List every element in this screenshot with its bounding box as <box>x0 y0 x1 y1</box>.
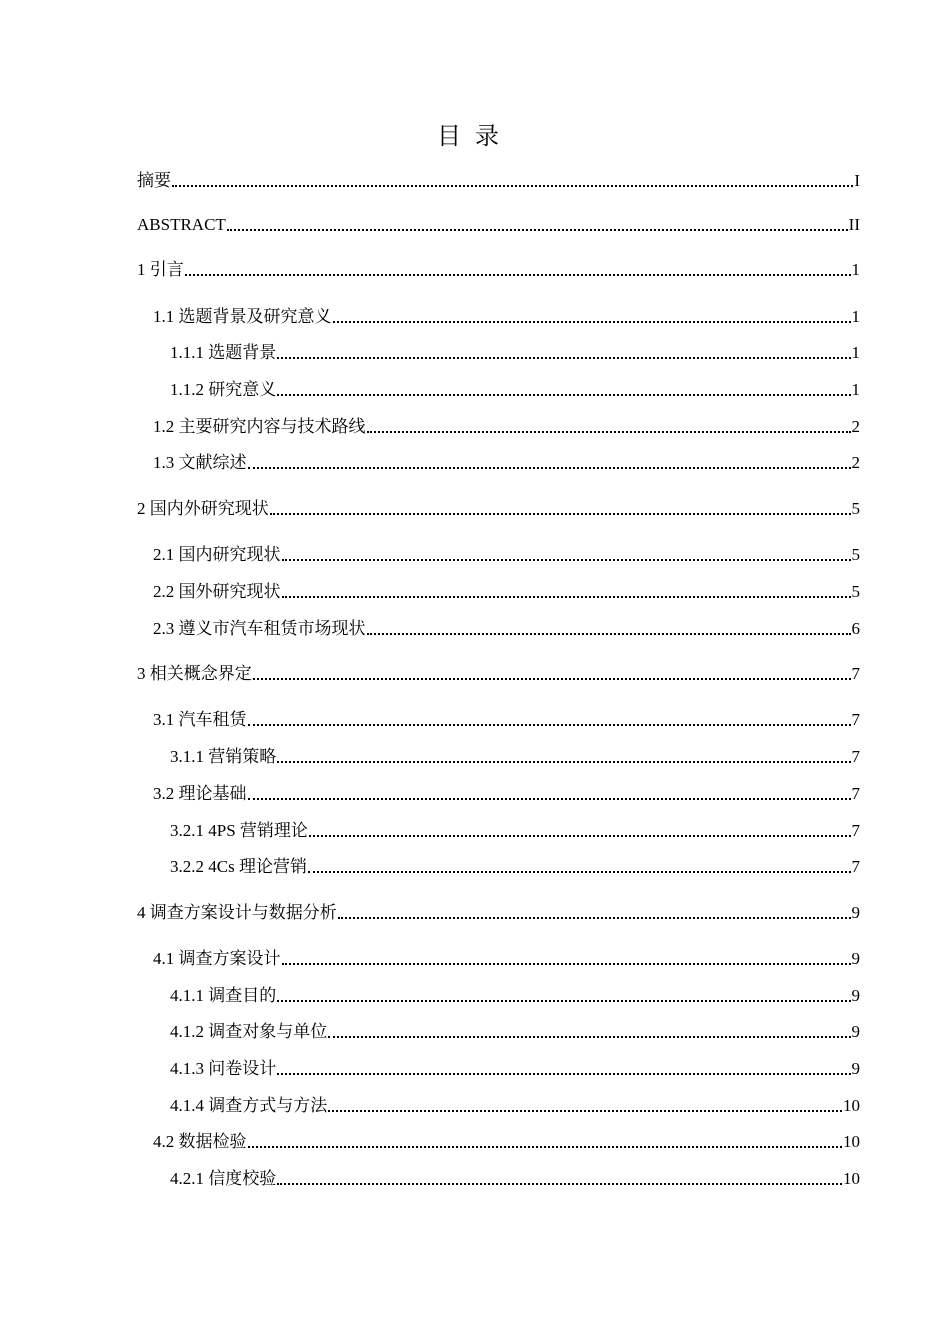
toc-entry[interactable] <box>170 342 860 364</box>
toc-entry-page-number: 2 <box>851 453 860 472</box>
toc-entry-page-number: 7 <box>851 857 860 876</box>
toc-entry[interactable] <box>137 259 860 281</box>
toc-entry-page-number: 10 <box>843 1096 860 1115</box>
toc-entry-label: 4.1.1 调查目的 <box>170 986 277 1005</box>
toc-entry-page-number: 9 <box>851 1022 860 1041</box>
toc-entry[interactable] <box>170 820 860 842</box>
dot-leader <box>248 724 851 726</box>
toc-entry-page-number: 1 <box>851 343 860 362</box>
dot-leader <box>282 596 851 598</box>
toc-entry-page-number: 2 <box>851 417 860 436</box>
toc-entry[interactable] <box>153 544 860 566</box>
toc-entry-page-number: 9 <box>851 949 860 968</box>
toc-entry-page-number: 1 <box>851 380 860 399</box>
toc-entry-label: 3.2.1 4PS 营销理论 <box>170 821 308 840</box>
dot-leader <box>277 1073 850 1075</box>
toc-entry[interactable] <box>170 746 860 768</box>
toc-entry[interactable] <box>170 1095 860 1117</box>
toc-entry[interactable] <box>153 581 860 603</box>
toc-entry-page-number: II <box>848 215 860 234</box>
toc-entry[interactable] <box>170 856 860 878</box>
toc-entry-label: 3.2 理论基础 <box>153 784 247 803</box>
toc-entry-label: 4.2 数据检验 <box>153 1132 247 1151</box>
toc-entry-label: 2.2 国外研究现状 <box>153 582 281 601</box>
dot-leader <box>253 678 851 680</box>
dot-leader <box>270 513 851 515</box>
toc-entry-label: 2 国内外研究现状 <box>137 499 269 518</box>
dot-leader <box>282 963 851 965</box>
toc-entry-label: 1.2 主要研究内容与技术路线 <box>153 417 366 436</box>
toc-entry-page-number: I <box>854 171 860 190</box>
dot-leader <box>248 467 851 469</box>
toc-entry[interactable] <box>153 1131 860 1153</box>
dot-leader <box>248 798 851 800</box>
toc-entry[interactable] <box>170 1021 860 1043</box>
toc-entry[interactable] <box>170 985 860 1007</box>
toc-entry-page-number: 7 <box>851 710 860 729</box>
dot-leader <box>277 761 850 763</box>
toc-entry[interactable] <box>153 452 860 474</box>
toc-entry[interactable] <box>153 709 860 731</box>
dot-leader <box>277 394 850 396</box>
toc-entry-page-number: 9 <box>851 1059 860 1078</box>
dot-leader <box>308 871 851 873</box>
dot-leader <box>338 917 851 919</box>
dot-leader <box>367 633 851 635</box>
toc-entry-label: 4 调查方案设计与数据分析 <box>137 903 337 922</box>
dot-leader <box>277 357 850 359</box>
toc-entry[interactable] <box>170 1168 860 1190</box>
toc-entry[interactable] <box>170 379 860 401</box>
toc-entry-page-number: 9 <box>851 986 860 1005</box>
toc-entry-label: 1.1 选题背景及研究意义 <box>153 307 332 326</box>
toc-entry-label: 4.1 调查方案设计 <box>153 949 281 968</box>
toc-entry-label: 3.1.1 营销策略 <box>170 747 277 766</box>
toc-entry[interactable] <box>153 948 860 970</box>
toc-entry-page-number: 1 <box>851 260 860 279</box>
toc-entry-label: 4.1.3 问卷设计 <box>170 1059 277 1078</box>
toc-entry[interactable] <box>137 663 860 685</box>
toc-entry-label: 1 引言 <box>137 260 184 279</box>
toc-entry[interactable] <box>137 498 860 520</box>
toc-entry-page-number: 10 <box>843 1169 860 1188</box>
dot-leader <box>277 1000 850 1002</box>
toc-entry[interactable] <box>153 783 860 805</box>
toc-entry[interactable] <box>153 306 860 328</box>
page-title: 目录 <box>437 122 513 150</box>
toc-entry[interactable] <box>153 416 860 438</box>
toc-entry[interactable] <box>137 170 860 192</box>
toc-entry-label: 4.2.1 信度校验 <box>170 1169 277 1188</box>
dot-leader <box>227 229 848 231</box>
toc-entry-label: 摘要 <box>137 171 171 190</box>
toc-entry-page-number: 7 <box>851 784 860 803</box>
toc-entry-page-number: 10 <box>843 1132 860 1151</box>
toc-entry-label: ABSTRACT <box>137 215 226 234</box>
toc-entry[interactable] <box>137 902 860 924</box>
dot-leader <box>328 1036 850 1038</box>
dot-leader <box>282 559 851 561</box>
toc-entry-page-number: 5 <box>851 499 860 518</box>
toc-entry-page-number: 1 <box>851 307 860 326</box>
dot-leader <box>277 1183 842 1185</box>
toc-entry-page-number: 7 <box>851 664 860 683</box>
toc-entry[interactable] <box>153 618 860 640</box>
dot-leader <box>328 1110 842 1112</box>
toc-entry-page-number: 5 <box>851 582 860 601</box>
toc-entry-page-number: 9 <box>851 903 860 922</box>
toc-entry-label: 3.2.2 4Cs 理论营销 <box>170 857 307 876</box>
toc-entry-page-number: 7 <box>851 821 860 840</box>
toc-entry-page-number: 6 <box>851 619 860 638</box>
dot-leader <box>367 431 851 433</box>
toc-entry-label: 3.1 汽车租赁 <box>153 710 247 729</box>
toc-entry[interactable] <box>137 214 860 236</box>
toc-entry-label: 1.1.1 选题背景 <box>170 343 277 362</box>
toc-entry-label: 1.1.2 研究意义 <box>170 380 277 399</box>
dot-leader <box>309 835 851 837</box>
toc-entry-label: 4.1.4 调查方式与方法 <box>170 1096 328 1115</box>
dot-leader <box>185 274 851 276</box>
toc-entry-page-number: 5 <box>851 545 860 564</box>
toc-entry-label: 1.3 文献综述 <box>153 453 247 472</box>
toc-entry-label: 4.1.2 调查对象与单位 <box>170 1022 328 1041</box>
toc-entry[interactable] <box>170 1058 860 1080</box>
toc-entry-label: 3 相关概念界定 <box>137 664 252 683</box>
toc-entry-label: 2.3 遵义市汽车租赁市场现状 <box>153 619 366 638</box>
dot-leader <box>333 321 851 323</box>
toc-entry-label: 2.1 国内研究现状 <box>153 545 281 564</box>
dot-leader <box>248 1146 843 1148</box>
dot-leader <box>172 185 853 187</box>
toc-entry-page-number: 7 <box>851 747 860 766</box>
